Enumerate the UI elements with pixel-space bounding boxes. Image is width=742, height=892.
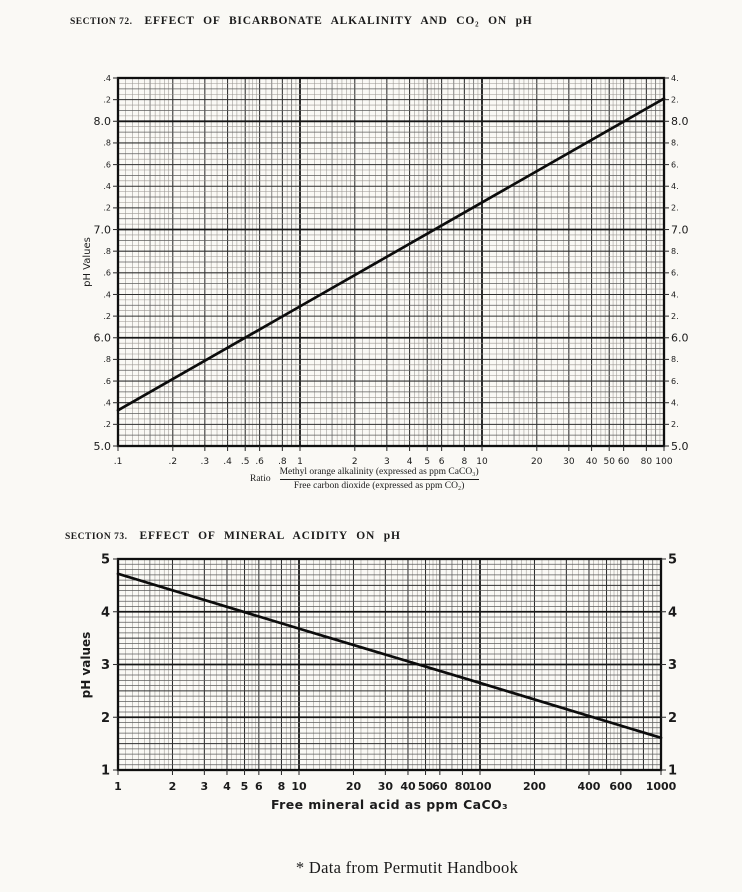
svg-text:.4: .4 <box>103 182 111 192</box>
svg-text:.2: .2 <box>103 311 111 321</box>
svg-text:.4: .4 <box>103 73 111 83</box>
svg-text:4.: 4. <box>671 290 679 300</box>
svg-text:.4: .4 <box>103 290 111 300</box>
svg-text:2: 2 <box>100 710 110 726</box>
y-tick-labels-right <box>668 553 677 779</box>
section-73-heading <box>65 526 401 544</box>
svg-text:5: 5 <box>424 457 431 467</box>
svg-text:2: 2 <box>168 780 177 793</box>
svg-text:20: 20 <box>531 457 543 467</box>
svg-text:3: 3 <box>200 780 209 793</box>
svg-text:60: 60 <box>432 780 448 793</box>
chart-73-x-axis-title: Free mineral acid as ppm CaCO₃ <box>271 797 508 812</box>
svg-text:.8: .8 <box>103 246 111 256</box>
svg-text:8: 8 <box>461 457 468 467</box>
svg-text:4: 4 <box>100 605 110 621</box>
svg-text:.4: .4 <box>223 457 232 467</box>
svg-text:3: 3 <box>668 658 678 674</box>
svg-text:6.: 6. <box>671 160 679 170</box>
svg-text:.5: .5 <box>240 457 250 467</box>
data-line <box>118 99 664 411</box>
svg-text:30: 30 <box>377 780 394 793</box>
svg-text:6.: 6. <box>671 268 679 278</box>
svg-text:.8: .8 <box>103 138 111 148</box>
axis-ticks <box>113 559 666 775</box>
y-axis-title: pH Values <box>82 237 93 287</box>
ratio-prefix: Ratio <box>250 474 271 485</box>
svg-text:5: 5 <box>100 552 110 568</box>
svg-text:400: 400 <box>577 780 601 793</box>
svg-text:40: 40 <box>585 457 598 467</box>
svg-text:50: 50 <box>603 457 615 467</box>
svg-text:.8: .8 <box>278 457 287 467</box>
svg-text:.2: .2 <box>103 420 111 430</box>
data-line <box>118 574 661 738</box>
svg-text:1: 1 <box>114 780 122 793</box>
svg-text:4.: 4. <box>671 182 679 192</box>
y-tick-labels-left <box>101 553 110 779</box>
y-axis-title: pH values <box>79 631 93 699</box>
svg-text:100: 100 <box>655 457 673 467</box>
svg-text:.4: .4 <box>103 398 111 408</box>
y-tick-labels-left <box>94 74 112 453</box>
svg-text:200: 200 <box>523 780 546 793</box>
svg-text:.8: .8 <box>103 355 111 365</box>
svg-text:8: 8 <box>277 780 286 793</box>
svg-text:4: 4 <box>223 780 231 793</box>
svg-text:4.: 4. <box>671 398 679 408</box>
svg-text:4: 4 <box>406 457 413 467</box>
svg-text:.1: .1 <box>113 457 123 467</box>
svg-text:30: 30 <box>563 457 575 467</box>
svg-text:1: 1 <box>100 763 110 779</box>
chart-73-mineral-acidity <box>79 553 677 793</box>
axis-ticks <box>113 78 669 451</box>
svg-text:1000: 1000 <box>645 780 677 793</box>
svg-text:5.0: 5.0 <box>93 439 111 453</box>
svg-text:5.0: 5.0 <box>671 439 689 453</box>
svg-text:1: 1 <box>297 457 303 467</box>
svg-text:4.: 4. <box>671 73 679 83</box>
svg-text:4: 4 <box>668 605 678 621</box>
svg-text:.2: .2 <box>103 95 111 105</box>
svg-text:.6: .6 <box>103 160 111 170</box>
ratio-numerator: Methyl orange alkalinity (expressed as ppm CaCO₃) <box>279 467 479 477</box>
svg-text:2.: 2. <box>671 203 679 213</box>
svg-text:6.: 6. <box>671 376 679 386</box>
svg-text:2: 2 <box>351 457 358 467</box>
svg-text:.2: .2 <box>103 203 111 213</box>
svg-text:40: 40 <box>400 780 416 793</box>
svg-text:600: 600 <box>609 780 633 793</box>
section-73-label: SECTION 73. <box>65 532 128 542</box>
svg-text:60: 60 <box>617 457 630 467</box>
y-tick-labels-right <box>671 74 689 453</box>
svg-text:.3: .3 <box>200 457 210 467</box>
svg-text:3: 3 <box>100 658 110 674</box>
svg-text:7.0: 7.0 <box>93 223 111 237</box>
svg-text:20: 20 <box>345 780 362 793</box>
svg-text:10: 10 <box>291 780 307 793</box>
svg-text:7.0: 7.0 <box>671 223 689 237</box>
svg-text:8.0: 8.0 <box>93 115 111 129</box>
svg-text:2.: 2. <box>671 95 679 105</box>
svg-text:3: 3 <box>383 457 390 467</box>
svg-text:80: 80 <box>640 457 653 467</box>
svg-text:6.0: 6.0 <box>671 331 689 345</box>
x-tick-labels <box>114 780 676 793</box>
section-72-label: SECTION 72. <box>70 17 133 27</box>
chart-72-bicarbonate-alkalinity-co2 <box>82 74 689 467</box>
svg-text:8.: 8. <box>671 355 679 365</box>
ratio-fraction <box>280 466 479 493</box>
svg-text:.6: .6 <box>103 268 111 278</box>
section-73-title: EFFECT OF MINERAL ACIDITY ON pH <box>139 530 401 542</box>
svg-text:2.: 2. <box>671 420 679 430</box>
svg-text:6: 6 <box>438 457 445 467</box>
svg-text:.6: .6 <box>103 376 111 386</box>
svg-text:50: 50 <box>417 780 434 793</box>
svg-text:2.: 2. <box>671 311 679 321</box>
footnote-caption: * Data from Permutit Handbook <box>295 858 519 877</box>
chart-72-x-axis-title <box>250 466 479 493</box>
svg-text:1: 1 <box>668 763 678 779</box>
svg-text:10: 10 <box>476 457 488 467</box>
svg-text:8.: 8. <box>671 246 679 256</box>
svg-text:.2: .2 <box>168 457 178 467</box>
svg-text:2: 2 <box>668 710 678 726</box>
svg-text:80: 80 <box>454 780 471 793</box>
svg-text:6: 6 <box>255 780 263 793</box>
svg-text:100: 100 <box>468 780 492 793</box>
svg-text:.6: .6 <box>255 457 264 467</box>
svg-text:8.0: 8.0 <box>671 115 689 129</box>
svg-text:5: 5 <box>668 552 678 568</box>
svg-text:6.0: 6.0 <box>93 331 111 345</box>
svg-text:5: 5 <box>240 780 249 793</box>
svg-text:8.: 8. <box>671 138 679 148</box>
section-72-title: EFFECT OF BICARBONATE ALKALINITY AND CO₂ ON pH <box>144 15 533 27</box>
grid-layer <box>118 78 664 446</box>
grid-layer <box>118 559 661 770</box>
ratio-denominator: Free carbon dioxide (expressed as ppm CO₂) <box>280 479 479 493</box>
